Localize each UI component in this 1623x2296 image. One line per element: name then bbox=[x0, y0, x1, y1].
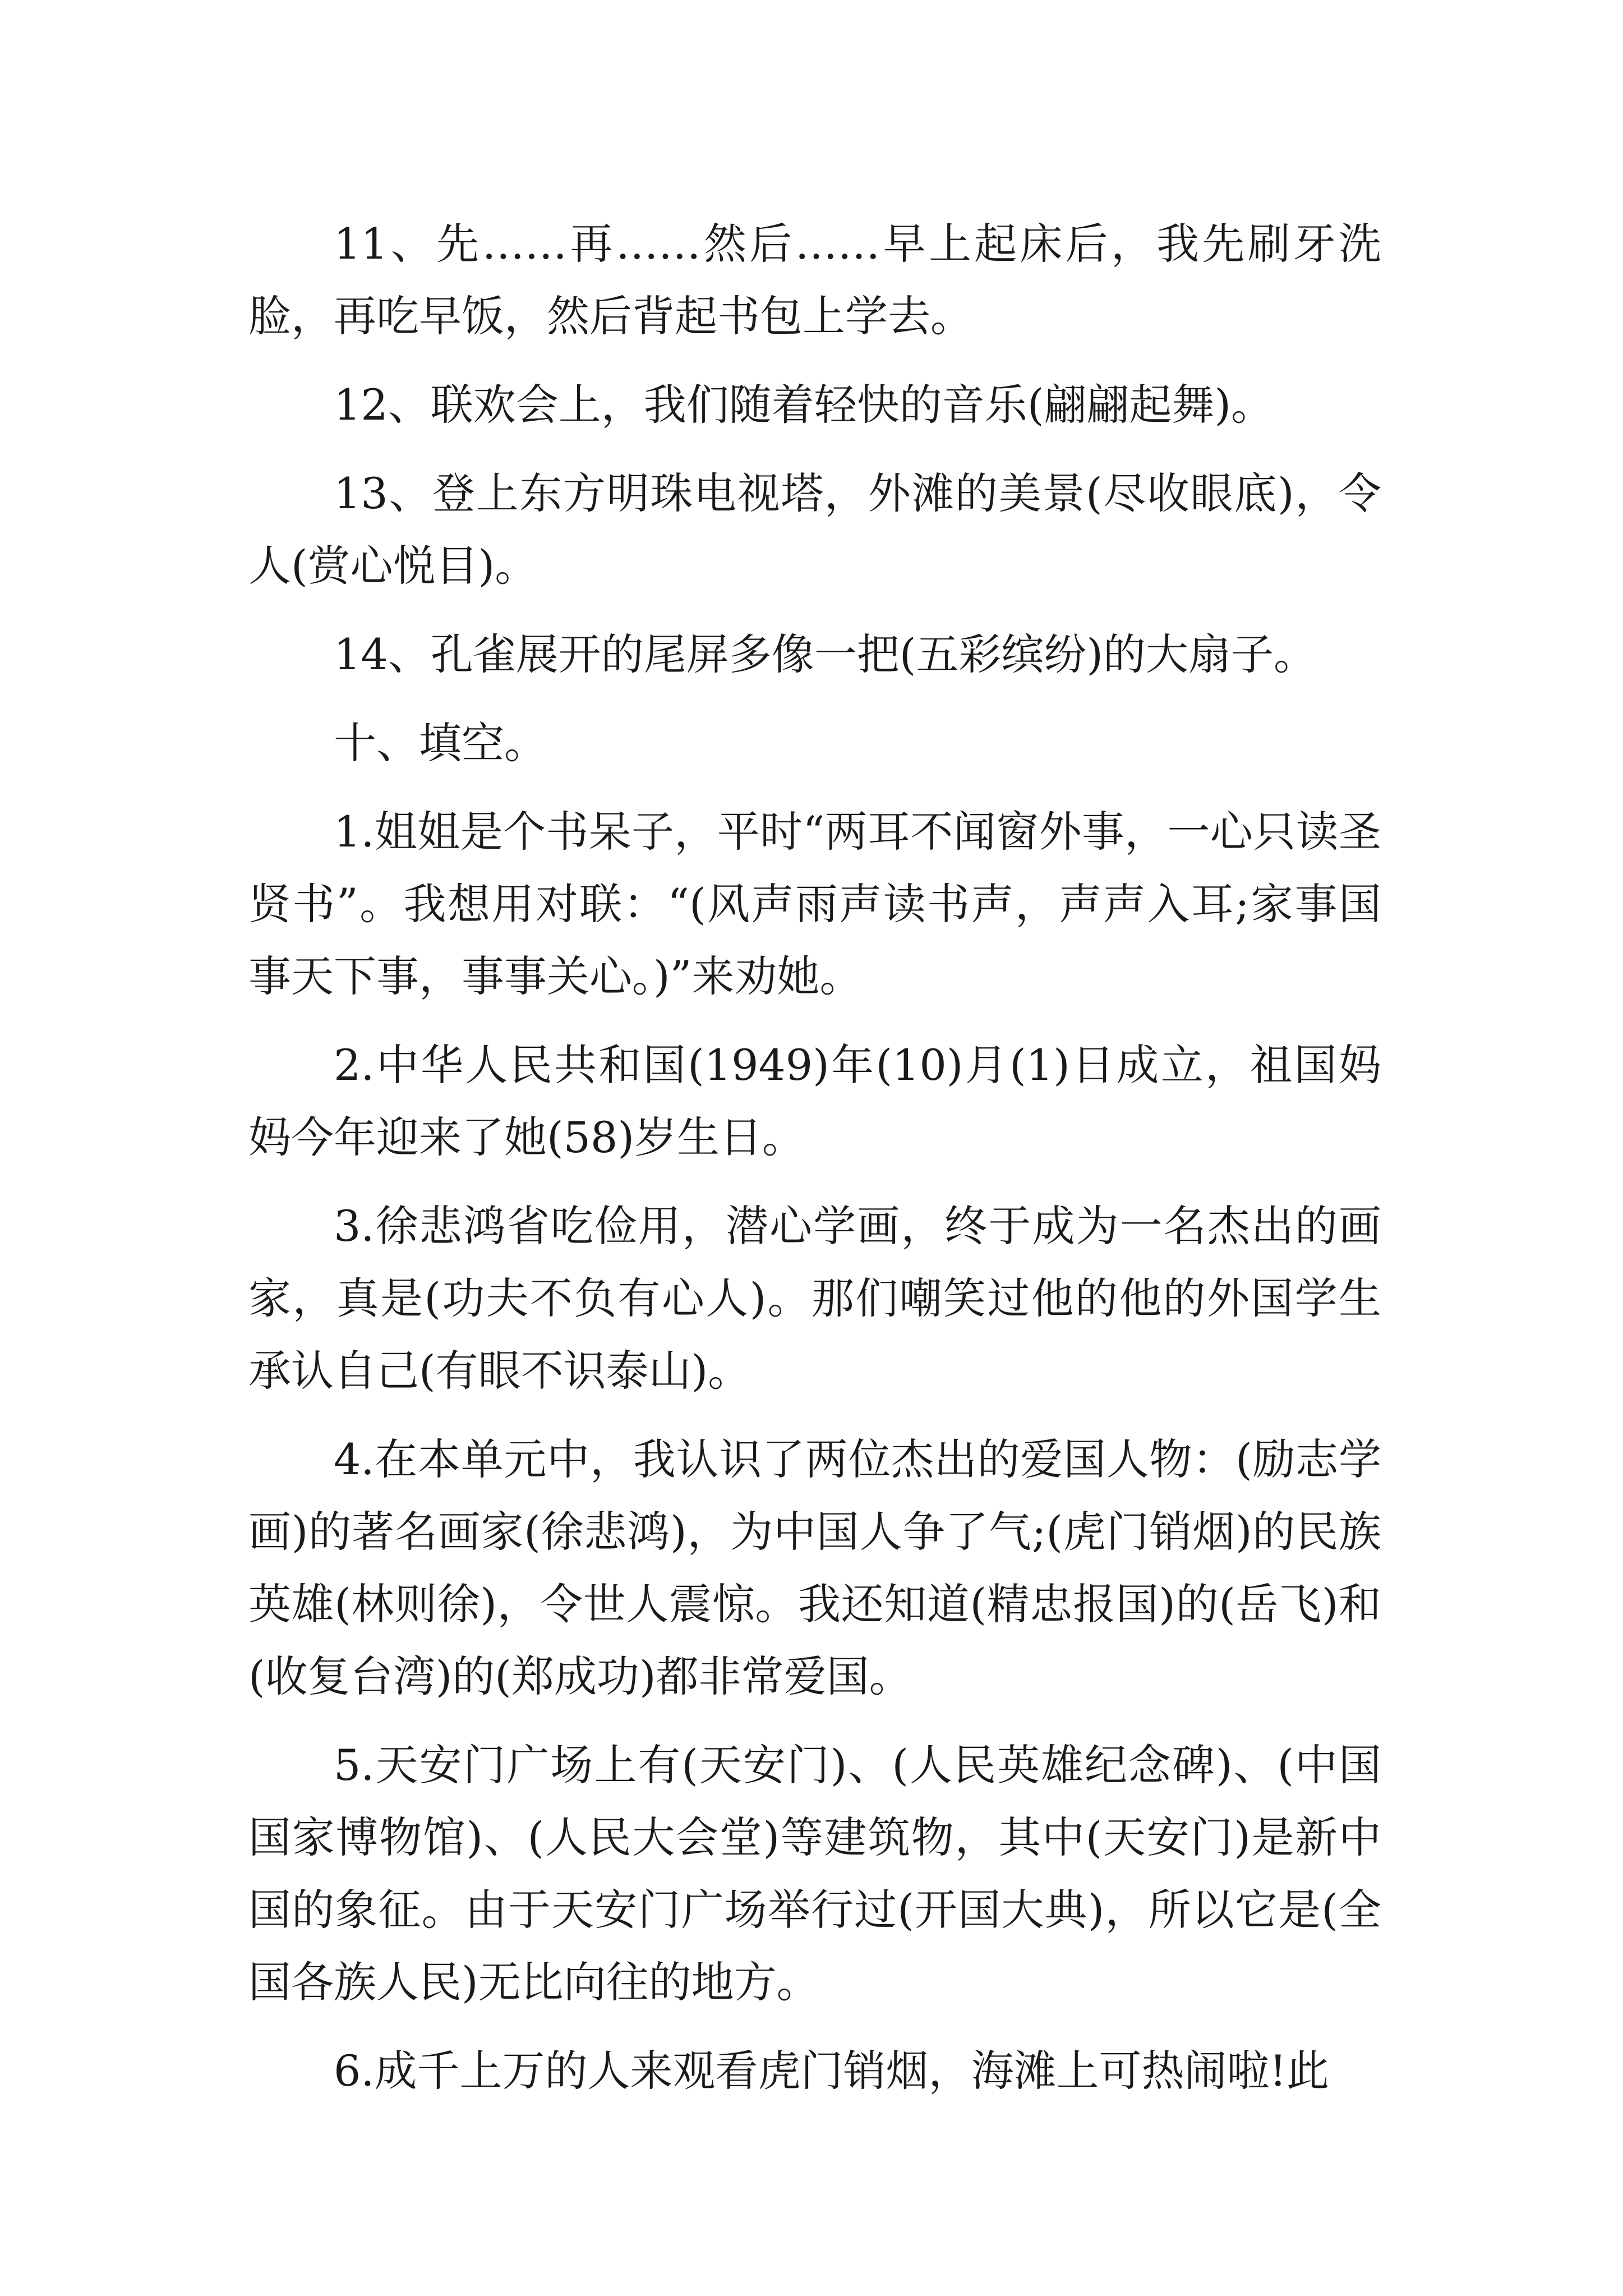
section-heading-fill-in: 十、填空。 bbox=[334, 718, 547, 768]
fill-in-item-1: 1.姐姐是个书呆子，平时“两耳不闻窗外事，一心只读圣贤书”。我想用对联：“(风声雨声读书声，声声入耳;家事国事天下事，事事关心。)”来劝她。 bbox=[248, 807, 1381, 1001]
fill-in-item-2: 2.中华人民共和国(1949)年(10)月(1)日成立，祖国妈妈今年迎来了她(58)岁生日。 bbox=[248, 1040, 1381, 1162]
document-body bbox=[248, 208, 1381, 2123]
fill-in-item-4: 4.在本单元中，我认识了两位杰出的爱国人物：(励志学画)的著名画家(徐悲鸿)，为中国人争了气;(虎门销烟)的民族英雄(林则徐)，令世人震惊。我还知道(精忠报国)的(岳飞)和(收复台湾)的(郑成功)都非常爱国。 bbox=[248, 1434, 1381, 1701]
paragraph-item-13: 13、登上东方明珠电视塔，外滩的美景(尽收眼底)，令人(赏心悦目)。 bbox=[248, 468, 1381, 591]
paragraph-item-12: 12、联欢会上，我们随着轻快的音乐(翩翩起舞)。 bbox=[334, 380, 1274, 430]
paragraph-item-11: 11、先……再……然后……早上起床后，我先刷牙洗脸，再吃早饭，然后背起书包上学去。 bbox=[248, 219, 1381, 341]
paragraph-item-14: 14、孔雀展开的尾屏多像一把(五彩缤纷)的大扇子。 bbox=[334, 629, 1317, 679]
fill-in-item-6: 6.成千上万的人来观看虎门销烟，海滩上可热闹啦!此 bbox=[334, 2046, 1330, 2096]
fill-in-item-3: 3.徐悲鸿省吃俭用，潜心学画，终于成为一名杰出的画家，真是(功夫不负有心人)。那们嘲笑过他的他的外国学生承认自己(有眼不识泰山)。 bbox=[248, 1201, 1381, 1396]
fill-in-item-5: 5.天安门广场上有(天安门)、(人民英雄纪念碑)、(中国国家博物馆)、(人民大会堂)等建筑物，其中(天安门)是新中国的象征。由于天安门广场举行过(开国大典)，所以它是(全国各族人民)无比向往的地方。 bbox=[248, 1740, 1381, 2007]
